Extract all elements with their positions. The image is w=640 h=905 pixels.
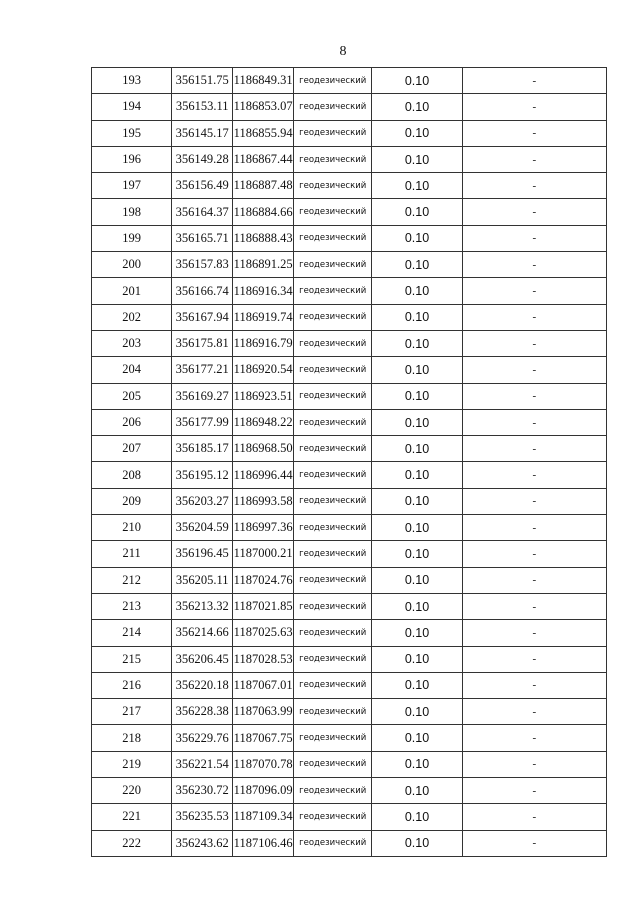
x-coordinate-cell: 356229.76 bbox=[172, 725, 233, 751]
accuracy-cell: 0.10 bbox=[372, 68, 462, 94]
x-coordinate-cell: 356145.17 bbox=[172, 120, 233, 146]
y-coordinate-cell: 1187067.75 bbox=[233, 725, 294, 751]
table-row bbox=[92, 173, 607, 199]
point-number-cell: 195 bbox=[92, 120, 172, 146]
y-coordinate-cell: 1187063.99 bbox=[233, 699, 294, 725]
y-coordinate-cell: 1186849.31 bbox=[233, 68, 294, 94]
y-coordinate-cell: 1186891.25 bbox=[233, 252, 294, 278]
table-row bbox=[92, 515, 607, 541]
table-row bbox=[92, 830, 607, 856]
point-number-cell: 201 bbox=[92, 278, 172, 304]
method-cell: геодезический bbox=[294, 699, 372, 725]
table-row bbox=[92, 778, 607, 804]
y-coordinate-cell: 1186968.50 bbox=[233, 436, 294, 462]
x-coordinate-cell: 356177.99 bbox=[172, 409, 233, 435]
method-cell: геодезический bbox=[294, 94, 372, 120]
x-coordinate-cell: 356204.59 bbox=[172, 515, 233, 541]
point-number-cell: 210 bbox=[92, 515, 172, 541]
y-coordinate-cell: 1187025.63 bbox=[233, 620, 294, 646]
table-row bbox=[92, 436, 607, 462]
note-cell: - bbox=[462, 330, 606, 356]
x-coordinate-cell: 356235.53 bbox=[172, 804, 233, 830]
accuracy-cell: 0.10 bbox=[372, 778, 462, 804]
note-cell: - bbox=[462, 278, 606, 304]
accuracy-cell: 0.10 bbox=[372, 672, 462, 698]
method-cell: геодезический bbox=[294, 436, 372, 462]
note-cell: - bbox=[462, 225, 606, 251]
note-cell: - bbox=[462, 699, 606, 725]
x-coordinate-cell: 356195.12 bbox=[172, 462, 233, 488]
method-cell: геодезический bbox=[294, 646, 372, 672]
accuracy-cell: 0.10 bbox=[372, 620, 462, 646]
method-cell: геодезический bbox=[294, 383, 372, 409]
method-cell: геодезический bbox=[294, 488, 372, 514]
method-cell: геодезический bbox=[294, 778, 372, 804]
point-number-cell: 204 bbox=[92, 357, 172, 383]
note-cell: - bbox=[462, 462, 606, 488]
table-row bbox=[92, 199, 607, 225]
note-cell: - bbox=[462, 593, 606, 619]
y-coordinate-cell: 1186916.79 bbox=[233, 330, 294, 356]
table-row bbox=[92, 672, 607, 698]
accuracy-cell: 0.10 bbox=[372, 225, 462, 251]
x-coordinate-cell: 356196.45 bbox=[172, 541, 233, 567]
x-coordinate-cell: 356167.94 bbox=[172, 304, 233, 330]
accuracy-cell: 0.10 bbox=[372, 330, 462, 356]
point-number-cell: 220 bbox=[92, 778, 172, 804]
point-number-cell: 209 bbox=[92, 488, 172, 514]
y-coordinate-cell: 1187000.21 bbox=[233, 541, 294, 567]
x-coordinate-cell: 356221.54 bbox=[172, 751, 233, 777]
method-cell: геодезический bbox=[294, 462, 372, 488]
x-coordinate-cell: 356185.17 bbox=[172, 436, 233, 462]
method-cell: геодезический bbox=[294, 173, 372, 199]
y-coordinate-cell: 1187024.76 bbox=[233, 567, 294, 593]
point-number-cell: 203 bbox=[92, 330, 172, 356]
accuracy-cell: 0.10 bbox=[372, 383, 462, 409]
point-number-cell: 196 bbox=[92, 146, 172, 172]
x-coordinate-cell: 356205.11 bbox=[172, 567, 233, 593]
x-coordinate-cell: 356151.75 bbox=[172, 68, 233, 94]
accuracy-cell: 0.10 bbox=[372, 146, 462, 172]
note-cell: - bbox=[462, 620, 606, 646]
accuracy-cell: 0.10 bbox=[372, 646, 462, 672]
table-row bbox=[92, 278, 607, 304]
point-number-cell: 205 bbox=[92, 383, 172, 409]
y-coordinate-cell: 1186855.94 bbox=[233, 120, 294, 146]
note-cell: - bbox=[462, 199, 606, 225]
note-cell: - bbox=[462, 515, 606, 541]
table-row bbox=[92, 409, 607, 435]
accuracy-cell: 0.10 bbox=[372, 699, 462, 725]
x-coordinate-cell: 356206.45 bbox=[172, 646, 233, 672]
note-cell: - bbox=[462, 804, 606, 830]
accuracy-cell: 0.10 bbox=[372, 357, 462, 383]
accuracy-cell: 0.10 bbox=[372, 593, 462, 619]
point-number-cell: 208 bbox=[92, 462, 172, 488]
table-row bbox=[92, 751, 607, 777]
table-row bbox=[92, 68, 607, 94]
accuracy-cell: 0.10 bbox=[372, 304, 462, 330]
method-cell: геодезический bbox=[294, 225, 372, 251]
point-number-cell: 216 bbox=[92, 672, 172, 698]
point-number-cell: 211 bbox=[92, 541, 172, 567]
point-number-cell: 193 bbox=[92, 68, 172, 94]
method-cell: геодезический bbox=[294, 409, 372, 435]
point-number-cell: 198 bbox=[92, 199, 172, 225]
y-coordinate-cell: 1186996.44 bbox=[233, 462, 294, 488]
method-cell: геодезический bbox=[294, 120, 372, 146]
accuracy-cell: 0.10 bbox=[372, 515, 462, 541]
accuracy-cell: 0.10 bbox=[372, 278, 462, 304]
y-coordinate-cell: 1187096.09 bbox=[233, 778, 294, 804]
y-coordinate-cell: 1186853.07 bbox=[233, 94, 294, 120]
table-row bbox=[92, 383, 607, 409]
note-cell: - bbox=[462, 409, 606, 435]
point-number-cell: 214 bbox=[92, 620, 172, 646]
method-cell: геодезический bbox=[294, 330, 372, 356]
table-row bbox=[92, 304, 607, 330]
table-row bbox=[92, 357, 607, 383]
method-cell: геодезический bbox=[294, 567, 372, 593]
method-cell: геодезический bbox=[294, 278, 372, 304]
method-cell: геодезический bbox=[294, 68, 372, 94]
method-cell: геодезический bbox=[294, 620, 372, 646]
table-row bbox=[92, 567, 607, 593]
method-cell: геодезический bbox=[294, 515, 372, 541]
point-number-cell: 219 bbox=[92, 751, 172, 777]
accuracy-cell: 0.10 bbox=[372, 252, 462, 278]
accuracy-cell: 0.10 bbox=[372, 462, 462, 488]
table-row bbox=[92, 330, 607, 356]
note-cell: - bbox=[462, 646, 606, 672]
y-coordinate-cell: 1186993.58 bbox=[233, 488, 294, 514]
note-cell: - bbox=[462, 383, 606, 409]
x-coordinate-cell: 356169.27 bbox=[172, 383, 233, 409]
table-row bbox=[92, 593, 607, 619]
y-coordinate-cell: 1186887.48 bbox=[233, 173, 294, 199]
note-cell: - bbox=[462, 173, 606, 199]
accuracy-cell: 0.10 bbox=[372, 830, 462, 856]
coordinates-table bbox=[91, 67, 607, 857]
method-cell: геодезический bbox=[294, 357, 372, 383]
point-number-cell: 200 bbox=[92, 252, 172, 278]
accuracy-cell: 0.10 bbox=[372, 804, 462, 830]
note-cell: - bbox=[462, 304, 606, 330]
y-coordinate-cell: 1186919.74 bbox=[233, 304, 294, 330]
table-row bbox=[92, 94, 607, 120]
y-coordinate-cell: 1187106.46 bbox=[233, 830, 294, 856]
x-coordinate-cell: 356220.18 bbox=[172, 672, 233, 698]
point-number-cell: 206 bbox=[92, 409, 172, 435]
point-number-cell: 207 bbox=[92, 436, 172, 462]
table-row bbox=[92, 252, 607, 278]
y-coordinate-cell: 1187028.53 bbox=[233, 646, 294, 672]
page-number: 8 bbox=[339, 44, 347, 59]
note-cell: - bbox=[462, 830, 606, 856]
method-cell: геодезический bbox=[294, 252, 372, 278]
note-cell: - bbox=[462, 120, 606, 146]
note-cell: - bbox=[462, 672, 606, 698]
x-coordinate-cell: 356166.74 bbox=[172, 278, 233, 304]
y-coordinate-cell: 1186867.44 bbox=[233, 146, 294, 172]
point-number-cell: 215 bbox=[92, 646, 172, 672]
x-coordinate-cell: 356177.21 bbox=[172, 357, 233, 383]
table-row bbox=[92, 541, 607, 567]
note-cell: - bbox=[462, 94, 606, 120]
y-coordinate-cell: 1186916.34 bbox=[233, 278, 294, 304]
accuracy-cell: 0.10 bbox=[372, 488, 462, 514]
point-number-cell: 221 bbox=[92, 804, 172, 830]
y-coordinate-cell: 1186923.51 bbox=[233, 383, 294, 409]
x-coordinate-cell: 356153.11 bbox=[172, 94, 233, 120]
accuracy-cell: 0.10 bbox=[372, 725, 462, 751]
x-coordinate-cell: 356214.66 bbox=[172, 620, 233, 646]
x-coordinate-cell: 356175.81 bbox=[172, 330, 233, 356]
table-row bbox=[92, 699, 607, 725]
note-cell: - bbox=[462, 436, 606, 462]
x-coordinate-cell: 356203.27 bbox=[172, 488, 233, 514]
table-row bbox=[92, 225, 607, 251]
method-cell: геодезический bbox=[294, 672, 372, 698]
method-cell: геодезический bbox=[294, 725, 372, 751]
table-row bbox=[92, 620, 607, 646]
method-cell: геодезический bbox=[294, 830, 372, 856]
accuracy-cell: 0.10 bbox=[372, 409, 462, 435]
table-row bbox=[92, 804, 607, 830]
table-row bbox=[92, 488, 607, 514]
point-number-cell: 212 bbox=[92, 567, 172, 593]
point-number-cell: 217 bbox=[92, 699, 172, 725]
x-coordinate-cell: 356243.62 bbox=[172, 830, 233, 856]
y-coordinate-cell: 1186884.66 bbox=[233, 199, 294, 225]
y-coordinate-cell: 1186997.36 bbox=[233, 515, 294, 541]
y-coordinate-cell: 1187109.34 bbox=[233, 804, 294, 830]
x-coordinate-cell: 356164.37 bbox=[172, 199, 233, 225]
method-cell: геодезический bbox=[294, 304, 372, 330]
method-cell: геодезический bbox=[294, 751, 372, 777]
y-coordinate-cell: 1187070.78 bbox=[233, 751, 294, 777]
note-cell: - bbox=[462, 541, 606, 567]
coordinates-table-body bbox=[92, 68, 607, 857]
note-cell: - bbox=[462, 68, 606, 94]
note-cell: - bbox=[462, 488, 606, 514]
method-cell: геодезический bbox=[294, 146, 372, 172]
point-number-cell: 197 bbox=[92, 173, 172, 199]
note-cell: - bbox=[462, 146, 606, 172]
method-cell: геодезический bbox=[294, 541, 372, 567]
table-row bbox=[92, 120, 607, 146]
x-coordinate-cell: 356165.71 bbox=[172, 225, 233, 251]
method-cell: геодезический bbox=[294, 593, 372, 619]
accuracy-cell: 0.10 bbox=[372, 173, 462, 199]
accuracy-cell: 0.10 bbox=[372, 541, 462, 567]
y-coordinate-cell: 1187021.85 bbox=[233, 593, 294, 619]
x-coordinate-cell: 356228.38 bbox=[172, 699, 233, 725]
y-coordinate-cell: 1186888.43 bbox=[233, 225, 294, 251]
point-number-cell: 213 bbox=[92, 593, 172, 619]
x-coordinate-cell: 356149.28 bbox=[172, 146, 233, 172]
method-cell: геодезический bbox=[294, 199, 372, 225]
note-cell: - bbox=[462, 751, 606, 777]
accuracy-cell: 0.10 bbox=[372, 436, 462, 462]
x-coordinate-cell: 356230.72 bbox=[172, 778, 233, 804]
point-number-cell: 222 bbox=[92, 830, 172, 856]
accuracy-cell: 0.10 bbox=[372, 567, 462, 593]
accuracy-cell: 0.10 bbox=[372, 751, 462, 777]
x-coordinate-cell: 356156.49 bbox=[172, 173, 233, 199]
y-coordinate-cell: 1186948.22 bbox=[233, 409, 294, 435]
accuracy-cell: 0.10 bbox=[372, 199, 462, 225]
note-cell: - bbox=[462, 252, 606, 278]
point-number-cell: 218 bbox=[92, 725, 172, 751]
table-row bbox=[92, 462, 607, 488]
table-row bbox=[92, 146, 607, 172]
point-number-cell: 202 bbox=[92, 304, 172, 330]
x-coordinate-cell: 356213.32 bbox=[172, 593, 233, 619]
note-cell: - bbox=[462, 725, 606, 751]
method-cell: геодезический bbox=[294, 804, 372, 830]
x-coordinate-cell: 356157.83 bbox=[172, 252, 233, 278]
note-cell: - bbox=[462, 357, 606, 383]
note-cell: - bbox=[462, 567, 606, 593]
y-coordinate-cell: 1186920.54 bbox=[233, 357, 294, 383]
accuracy-cell: 0.10 bbox=[372, 120, 462, 146]
accuracy-cell: 0.10 bbox=[372, 94, 462, 120]
point-number-cell: 194 bbox=[92, 94, 172, 120]
table-row bbox=[92, 646, 607, 672]
note-cell: - bbox=[462, 778, 606, 804]
point-number-cell: 199 bbox=[92, 225, 172, 251]
y-coordinate-cell: 1187067.01 bbox=[233, 672, 294, 698]
table-row bbox=[92, 725, 607, 751]
